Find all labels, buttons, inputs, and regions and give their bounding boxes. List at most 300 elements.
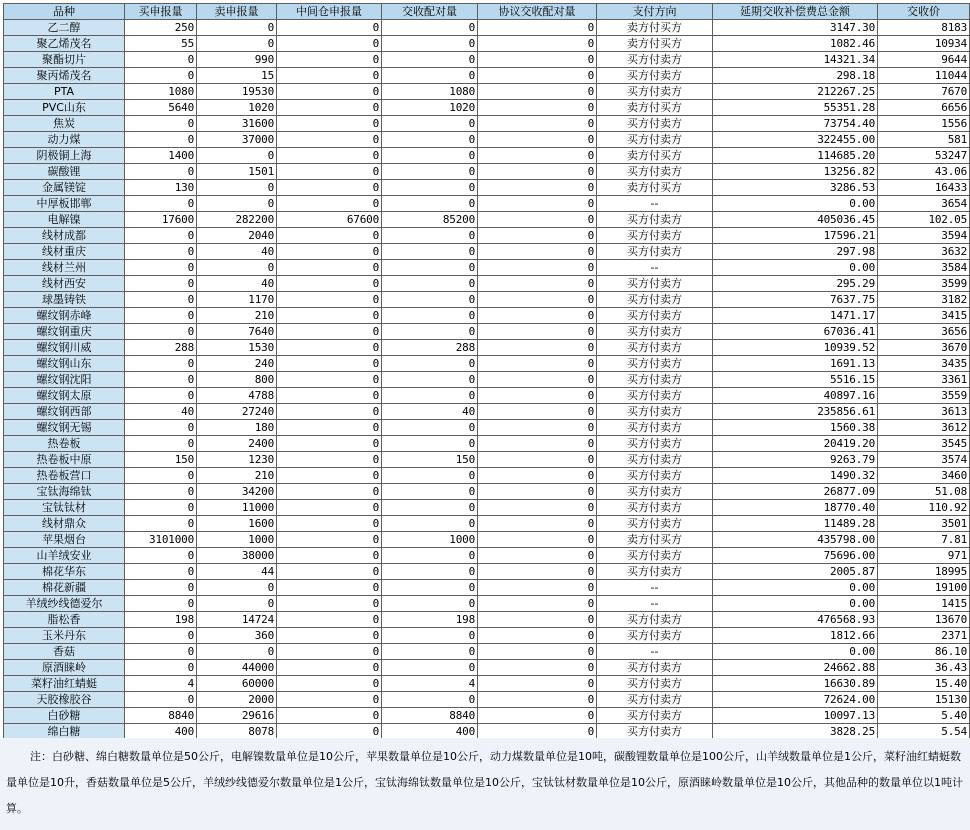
cell-payment-direction: 买方付卖方 — [597, 324, 713, 340]
cell-delivery-price: 5.54 — [878, 724, 970, 740]
cell-middle-qty: 0 — [277, 340, 382, 356]
cell-variety: 螺纹钢重庆 — [4, 324, 125, 340]
table-row — [4, 292, 970, 308]
table-row — [4, 276, 970, 292]
cell-sell-qty: 44 — [197, 564, 277, 580]
cell-agreement-qty: 0 — [478, 420, 597, 436]
cell-matched-qty: 150 — [382, 452, 478, 468]
cell-middle-qty: 0 — [277, 532, 382, 548]
cell-compensation-total: 67036.41 — [713, 324, 878, 340]
header-compensation-total: 延期交收补偿费总金额 — [713, 4, 878, 20]
table-row — [4, 564, 970, 580]
cell-buy-qty: 0 — [125, 596, 197, 612]
cell-buy-qty: 0 — [125, 324, 197, 340]
cell-buy-qty: 17600 — [125, 212, 197, 228]
cell-delivery-price: 3559 — [878, 388, 970, 404]
cell-delivery-price: 110.92 — [878, 500, 970, 516]
cell-delivery-price: 3656 — [878, 324, 970, 340]
cell-agreement-qty: 0 — [478, 676, 597, 692]
cell-payment-direction: 卖方付买方 — [597, 532, 713, 548]
cell-compensation-total: 7637.75 — [713, 292, 878, 308]
cell-compensation-total: 114685.20 — [713, 148, 878, 164]
cell-middle-qty: 0 — [277, 436, 382, 452]
cell-variety: 乙二醇 — [4, 20, 125, 36]
table-row — [4, 84, 970, 100]
cell-delivery-price: 6656 — [878, 100, 970, 116]
cell-payment-direction: 卖方付买方 — [597, 20, 713, 36]
cell-sell-qty: 0 — [197, 180, 277, 196]
cell-matched-qty: 0 — [382, 164, 478, 180]
cell-sell-qty: 15 — [197, 68, 277, 84]
cell-buy-qty: 198 — [125, 612, 197, 628]
cell-compensation-total: 0.00 — [713, 644, 878, 660]
table-row — [4, 308, 970, 324]
cell-sell-qty: 210 — [197, 308, 277, 324]
cell-payment-direction: 买方付卖方 — [597, 548, 713, 564]
cell-delivery-price: 1415 — [878, 596, 970, 612]
cell-agreement-qty: 0 — [478, 468, 597, 484]
table-row — [4, 100, 970, 116]
cell-matched-qty: 0 — [382, 660, 478, 676]
cell-delivery-price: 3654 — [878, 196, 970, 212]
cell-buy-qty: 55 — [125, 36, 197, 52]
cell-matched-qty: 0 — [382, 116, 478, 132]
cell-matched-qty: 4 — [382, 676, 478, 692]
cell-buy-qty: 0 — [125, 516, 197, 532]
cell-payment-direction: 买方付卖方 — [597, 484, 713, 500]
cell-sell-qty: 1170 — [197, 292, 277, 308]
cell-delivery-price: 53247 — [878, 148, 970, 164]
cell-agreement-qty: 0 — [478, 388, 597, 404]
cell-payment-direction: 买方付卖方 — [597, 340, 713, 356]
cell-delivery-price: 18995 — [878, 564, 970, 580]
table-row — [4, 164, 970, 180]
cell-delivery-price: 15.40 — [878, 676, 970, 692]
cell-payment-direction: 买方付卖方 — [597, 612, 713, 628]
cell-delivery-price: 43.06 — [878, 164, 970, 180]
cell-matched-qty: 1080 — [382, 84, 478, 100]
cell-delivery-price: 581 — [878, 132, 970, 148]
cell-agreement-qty: 0 — [478, 276, 597, 292]
cell-variety: 线材西安 — [4, 276, 125, 292]
cell-matched-qty: 400 — [382, 724, 478, 740]
cell-matched-qty: 0 — [382, 228, 478, 244]
cell-buy-qty: 0 — [125, 372, 197, 388]
cell-middle-qty: 0 — [277, 356, 382, 372]
cell-matched-qty: 0 — [382, 436, 478, 452]
cell-sell-qty: 1230 — [197, 452, 277, 468]
cell-sell-qty: 0 — [197, 196, 277, 212]
cell-variety: 棉花华东 — [4, 564, 125, 580]
cell-compensation-total: 9263.79 — [713, 452, 878, 468]
cell-sell-qty: 282200 — [197, 212, 277, 228]
cell-buy-qty: 3101000 — [125, 532, 197, 548]
cell-agreement-qty: 0 — [478, 52, 597, 68]
cell-variety: 线材兰州 — [4, 260, 125, 276]
cell-sell-qty: 1600 — [197, 516, 277, 532]
cell-middle-qty: 0 — [277, 708, 382, 724]
cell-matched-qty: 0 — [382, 324, 478, 340]
table-row — [4, 180, 970, 196]
cell-matched-qty: 0 — [382, 180, 478, 196]
cell-sell-qty: 8078 — [197, 724, 277, 740]
cell-payment-direction: 买方付卖方 — [597, 564, 713, 580]
cell-buy-qty: 288 — [125, 340, 197, 356]
cell-compensation-total: 20419.20 — [713, 436, 878, 452]
cell-compensation-total: 1691.13 — [713, 356, 878, 372]
table-row — [4, 324, 970, 340]
cell-payment-direction: 买方付卖方 — [597, 404, 713, 420]
cell-compensation-total: 13256.82 — [713, 164, 878, 180]
cell-delivery-price: 3613 — [878, 404, 970, 420]
cell-middle-qty: 0 — [277, 628, 382, 644]
cell-sell-qty: 0 — [197, 596, 277, 612]
cell-buy-qty: 0 — [125, 116, 197, 132]
cell-delivery-price: 3594 — [878, 228, 970, 244]
cell-matched-qty: 0 — [382, 276, 478, 292]
cell-variety: 螺纹钢太原 — [4, 388, 125, 404]
cell-agreement-qty: 0 — [478, 564, 597, 580]
cell-compensation-total: 24662.88 — [713, 660, 878, 676]
cell-buy-qty: 0 — [125, 356, 197, 372]
cell-variety: 阴极铜上海 — [4, 148, 125, 164]
cell-payment-direction: -- — [597, 196, 713, 212]
cell-compensation-total: 1471.17 — [713, 308, 878, 324]
cell-middle-qty: 0 — [277, 324, 382, 340]
table-row — [4, 68, 970, 84]
cell-agreement-qty: 0 — [478, 36, 597, 52]
cell-payment-direction: 买方付卖方 — [597, 692, 713, 708]
cell-variety: 热卷板 — [4, 436, 125, 452]
cell-sell-qty: 0 — [197, 580, 277, 596]
cell-middle-qty: 0 — [277, 148, 382, 164]
cell-matched-qty: 0 — [382, 132, 478, 148]
cell-middle-qty: 0 — [277, 596, 382, 612]
cell-agreement-qty: 0 — [478, 692, 597, 708]
cell-delivery-price: 3670 — [878, 340, 970, 356]
cell-middle-qty: 0 — [277, 228, 382, 244]
cell-matched-qty: 85200 — [382, 212, 478, 228]
cell-compensation-total: 405036.45 — [713, 212, 878, 228]
cell-delivery-price: 102.05 — [878, 212, 970, 228]
table-row — [4, 228, 970, 244]
cell-payment-direction: 买方付卖方 — [597, 676, 713, 692]
cell-agreement-qty: 0 — [478, 20, 597, 36]
cell-delivery-price: 7670 — [878, 84, 970, 100]
cell-payment-direction: 买方付卖方 — [597, 276, 713, 292]
cell-agreement-qty: 0 — [478, 164, 597, 180]
cell-variety: 菜籽油红蜻蜓 — [4, 676, 125, 692]
cell-buy-qty: 0 — [125, 164, 197, 180]
cell-buy-qty: 0 — [125, 644, 197, 660]
cell-variety: 焦炭 — [4, 116, 125, 132]
table-row — [4, 596, 970, 612]
cell-agreement-qty: 0 — [478, 580, 597, 596]
cell-matched-qty: 0 — [382, 148, 478, 164]
table-row — [4, 660, 970, 676]
cell-variety: 螺纹钢无锡 — [4, 420, 125, 436]
cell-payment-direction: 卖方付买方 — [597, 36, 713, 52]
cell-agreement-qty: 0 — [478, 372, 597, 388]
cell-matched-qty: 0 — [382, 388, 478, 404]
cell-compensation-total: 1082.46 — [713, 36, 878, 52]
cell-buy-qty: 0 — [125, 260, 197, 276]
cell-matched-qty: 198 — [382, 612, 478, 628]
cell-sell-qty: 2400 — [197, 436, 277, 452]
cell-variety: 螺纹钢山东 — [4, 356, 125, 372]
cell-sell-qty: 60000 — [197, 676, 277, 692]
cell-buy-qty: 0 — [125, 132, 197, 148]
cell-middle-qty: 0 — [277, 580, 382, 596]
cell-sell-qty: 1020 — [197, 100, 277, 116]
cell-agreement-qty: 0 — [478, 340, 597, 356]
cell-sell-qty: 7640 — [197, 324, 277, 340]
cell-middle-qty: 0 — [277, 36, 382, 52]
cell-compensation-total: 11489.28 — [713, 516, 878, 532]
cell-variety: 绵白糖 — [4, 724, 125, 740]
cell-middle-qty: 0 — [277, 244, 382, 260]
cell-agreement-qty: 0 — [478, 596, 597, 612]
cell-payment-direction: 买方付卖方 — [597, 628, 713, 644]
table-row — [4, 20, 970, 36]
cell-variety: 脂松香 — [4, 612, 125, 628]
cell-compensation-total: 0.00 — [713, 260, 878, 276]
table-body — [4, 20, 970, 740]
cell-variety: 聚乙烯茂名 — [4, 36, 125, 52]
table-row — [4, 644, 970, 660]
cell-delivery-price: 3182 — [878, 292, 970, 308]
cell-payment-direction: 买方付卖方 — [597, 68, 713, 84]
table-row — [4, 420, 970, 436]
cell-variety: 山羊绒安业 — [4, 548, 125, 564]
cell-variety: 玉米丹东 — [4, 628, 125, 644]
cell-variety: PTA — [4, 84, 125, 100]
cell-delivery-price: 15130 — [878, 692, 970, 708]
table-row — [4, 148, 970, 164]
cell-agreement-qty: 0 — [478, 196, 597, 212]
cell-buy-qty: 0 — [125, 436, 197, 452]
cell-middle-qty: 0 — [277, 468, 382, 484]
cell-middle-qty: 0 — [277, 660, 382, 676]
cell-delivery-price: 971 — [878, 548, 970, 564]
cell-middle-qty: 0 — [277, 372, 382, 388]
cell-delivery-price: 86.10 — [878, 644, 970, 660]
cell-delivery-price: 11044 — [878, 68, 970, 84]
cell-buy-qty: 150 — [125, 452, 197, 468]
cell-variety: 电解镍 — [4, 212, 125, 228]
cell-variety: 螺纹钢沈阳 — [4, 372, 125, 388]
cell-matched-qty: 0 — [382, 260, 478, 276]
table-row — [4, 356, 970, 372]
cell-sell-qty: 29616 — [197, 708, 277, 724]
cell-sell-qty: 38000 — [197, 548, 277, 564]
table-row — [4, 244, 970, 260]
cell-middle-qty: 0 — [277, 644, 382, 660]
cell-delivery-price: 3574 — [878, 452, 970, 468]
cell-middle-qty: 0 — [277, 420, 382, 436]
cell-sell-qty: 0 — [197, 260, 277, 276]
table-row — [4, 132, 970, 148]
cell-compensation-total: 476568.93 — [713, 612, 878, 628]
cell-variety: 白砂糖 — [4, 708, 125, 724]
cell-agreement-qty: 0 — [478, 148, 597, 164]
cell-matched-qty: 0 — [382, 372, 478, 388]
cell-delivery-price: 10934 — [878, 36, 970, 52]
cell-sell-qty: 14724 — [197, 612, 277, 628]
cell-agreement-qty: 0 — [478, 84, 597, 100]
cell-delivery-price: 3361 — [878, 372, 970, 388]
cell-payment-direction: 买方付卖方 — [597, 660, 713, 676]
cell-middle-qty: 0 — [277, 20, 382, 36]
cell-buy-qty: 0 — [125, 420, 197, 436]
cell-agreement-qty: 0 — [478, 500, 597, 516]
cell-sell-qty: 0 — [197, 644, 277, 660]
cell-compensation-total: 14321.34 — [713, 52, 878, 68]
cell-delivery-price: 2371 — [878, 628, 970, 644]
cell-delivery-price: 16433 — [878, 180, 970, 196]
cell-sell-qty: 2040 — [197, 228, 277, 244]
cell-sell-qty: 34200 — [197, 484, 277, 500]
cell-sell-qty: 210 — [197, 468, 277, 484]
cell-sell-qty: 11000 — [197, 500, 277, 516]
cell-delivery-price: 3545 — [878, 436, 970, 452]
cell-sell-qty: 0 — [197, 36, 277, 52]
cell-middle-qty: 0 — [277, 516, 382, 532]
cell-sell-qty: 360 — [197, 628, 277, 644]
cell-payment-direction: 买方付卖方 — [597, 244, 713, 260]
cell-payment-direction: 买方付卖方 — [597, 84, 713, 100]
cell-buy-qty: 0 — [125, 564, 197, 580]
cell-compensation-total: 10097.13 — [713, 708, 878, 724]
cell-buy-qty: 1080 — [125, 84, 197, 100]
cell-buy-qty: 0 — [125, 276, 197, 292]
cell-middle-qty: 0 — [277, 564, 382, 580]
cell-sell-qty: 1530 — [197, 340, 277, 356]
cell-middle-qty: 0 — [277, 676, 382, 692]
cell-payment-direction: 买方付卖方 — [597, 724, 713, 740]
cell-matched-qty: 0 — [382, 596, 478, 612]
cell-variety: 热卷板中原 — [4, 452, 125, 468]
cell-compensation-total: 1812.66 — [713, 628, 878, 644]
cell-matched-qty: 0 — [382, 68, 478, 84]
cell-compensation-total: 40897.16 — [713, 388, 878, 404]
cell-agreement-qty: 0 — [478, 484, 597, 500]
cell-middle-qty: 0 — [277, 404, 382, 420]
cell-delivery-price: 3415 — [878, 308, 970, 324]
cell-payment-direction: 买方付卖方 — [597, 116, 713, 132]
cell-middle-qty: 0 — [277, 260, 382, 276]
table-row — [4, 628, 970, 644]
cell-buy-qty: 40 — [125, 404, 197, 420]
cell-compensation-total: 2005.87 — [713, 564, 878, 580]
cell-variety: 原酒睐岭 — [4, 660, 125, 676]
cell-matched-qty: 1020 — [382, 100, 478, 116]
cell-middle-qty: 0 — [277, 164, 382, 180]
cell-compensation-total: 295.29 — [713, 276, 878, 292]
cell-variety: 动力煤 — [4, 132, 125, 148]
cell-payment-direction: 买方付卖方 — [597, 164, 713, 180]
table-row — [4, 372, 970, 388]
cell-payment-direction: 买方付卖方 — [597, 452, 713, 468]
cell-agreement-qty: 0 — [478, 436, 597, 452]
cell-delivery-price: 3584 — [878, 260, 970, 276]
cell-payment-direction: 卖方付买方 — [597, 180, 713, 196]
cell-variety: PVC山东 — [4, 100, 125, 116]
header-variety: 品种 — [4, 4, 125, 20]
cell-middle-qty: 0 — [277, 292, 382, 308]
cell-payment-direction: 买方付卖方 — [597, 356, 713, 372]
cell-matched-qty: 1000 — [382, 532, 478, 548]
cell-variety: 中厚板邯郸 — [4, 196, 125, 212]
cell-compensation-total: 0.00 — [713, 596, 878, 612]
cell-payment-direction: -- — [597, 644, 713, 660]
cell-compensation-total: 435798.00 — [713, 532, 878, 548]
cell-agreement-qty: 0 — [478, 708, 597, 724]
cell-variety: 聚酯切片 — [4, 52, 125, 68]
cell-matched-qty: 0 — [382, 292, 478, 308]
cell-variety: 球墨铸铁 — [4, 292, 125, 308]
cell-buy-qty: 4 — [125, 676, 197, 692]
cell-sell-qty: 0 — [197, 148, 277, 164]
cell-variety: 聚丙烯茂名 — [4, 68, 125, 84]
cell-payment-direction: 买方付卖方 — [597, 212, 713, 228]
cell-buy-qty: 0 — [125, 52, 197, 68]
cell-variety: 棉花新疆 — [4, 580, 125, 596]
cell-sell-qty: 1000 — [197, 532, 277, 548]
cell-buy-qty: 0 — [125, 196, 197, 212]
cell-matched-qty: 0 — [382, 548, 478, 564]
cell-variety: 羊绒纱线德爱尔 — [4, 596, 125, 612]
cell-buy-qty: 400 — [125, 724, 197, 740]
cell-agreement-qty: 0 — [478, 228, 597, 244]
cell-delivery-price: 5.40 — [878, 708, 970, 724]
cell-delivery-price: 3501 — [878, 516, 970, 532]
cell-middle-qty: 0 — [277, 308, 382, 324]
cell-middle-qty: 0 — [277, 116, 382, 132]
cell-buy-qty: 8840 — [125, 708, 197, 724]
footnote: 注：白砂糖、绵白糖数量单位是50公斤，电解镍数量单位是10公斤，苹果数量单位是10公斤，动力煤数量单位是10吨，碳酸锂数量单位是100公斤，山羊绒数量单位是1公斤，菜籽油红蜻蜓数量单位是10升，香菇数量单位是5公斤，羊绒纱线德爱尔数量单位是1公斤，宝钛海绵钛数量单位是10公斤，宝钛钛材数量单位是10公斤，原酒睐岭数量单位是10公斤，其他品种的数量单位以1吨计算。 — [0, 738, 970, 830]
cell-payment-direction: 买方付卖方 — [597, 372, 713, 388]
cell-delivery-price: 51.08 — [878, 484, 970, 500]
header-sell-qty: 卖申报量 — [197, 4, 277, 20]
cell-compensation-total: 55351.28 — [713, 100, 878, 116]
cell-payment-direction: 买方付卖方 — [597, 468, 713, 484]
cell-payment-direction: -- — [597, 596, 713, 612]
cell-agreement-qty: 0 — [478, 100, 597, 116]
cell-matched-qty: 288 — [382, 340, 478, 356]
cell-delivery-price: 19100 — [878, 580, 970, 596]
cell-agreement-qty: 0 — [478, 244, 597, 260]
cell-compensation-total: 298.18 — [713, 68, 878, 84]
header-matched-qty: 交收配对量 — [382, 4, 478, 20]
table-row — [4, 36, 970, 52]
cell-variety: 热卷板营口 — [4, 468, 125, 484]
cell-payment-direction: 买方付卖方 — [597, 388, 713, 404]
cell-middle-qty: 0 — [277, 132, 382, 148]
table-row — [4, 532, 970, 548]
cell-compensation-total: 0.00 — [713, 196, 878, 212]
cell-payment-direction: 买方付卖方 — [597, 228, 713, 244]
cell-compensation-total: 3828.25 — [713, 724, 878, 740]
cell-buy-qty: 0 — [125, 228, 197, 244]
cell-buy-qty: 5640 — [125, 100, 197, 116]
cell-delivery-price: 3435 — [878, 356, 970, 372]
cell-agreement-qty: 0 — [478, 212, 597, 228]
table-row — [4, 548, 970, 564]
cell-delivery-price: 1556 — [878, 116, 970, 132]
cell-middle-qty: 0 — [277, 452, 382, 468]
cell-compensation-total: 3147.30 — [713, 20, 878, 36]
